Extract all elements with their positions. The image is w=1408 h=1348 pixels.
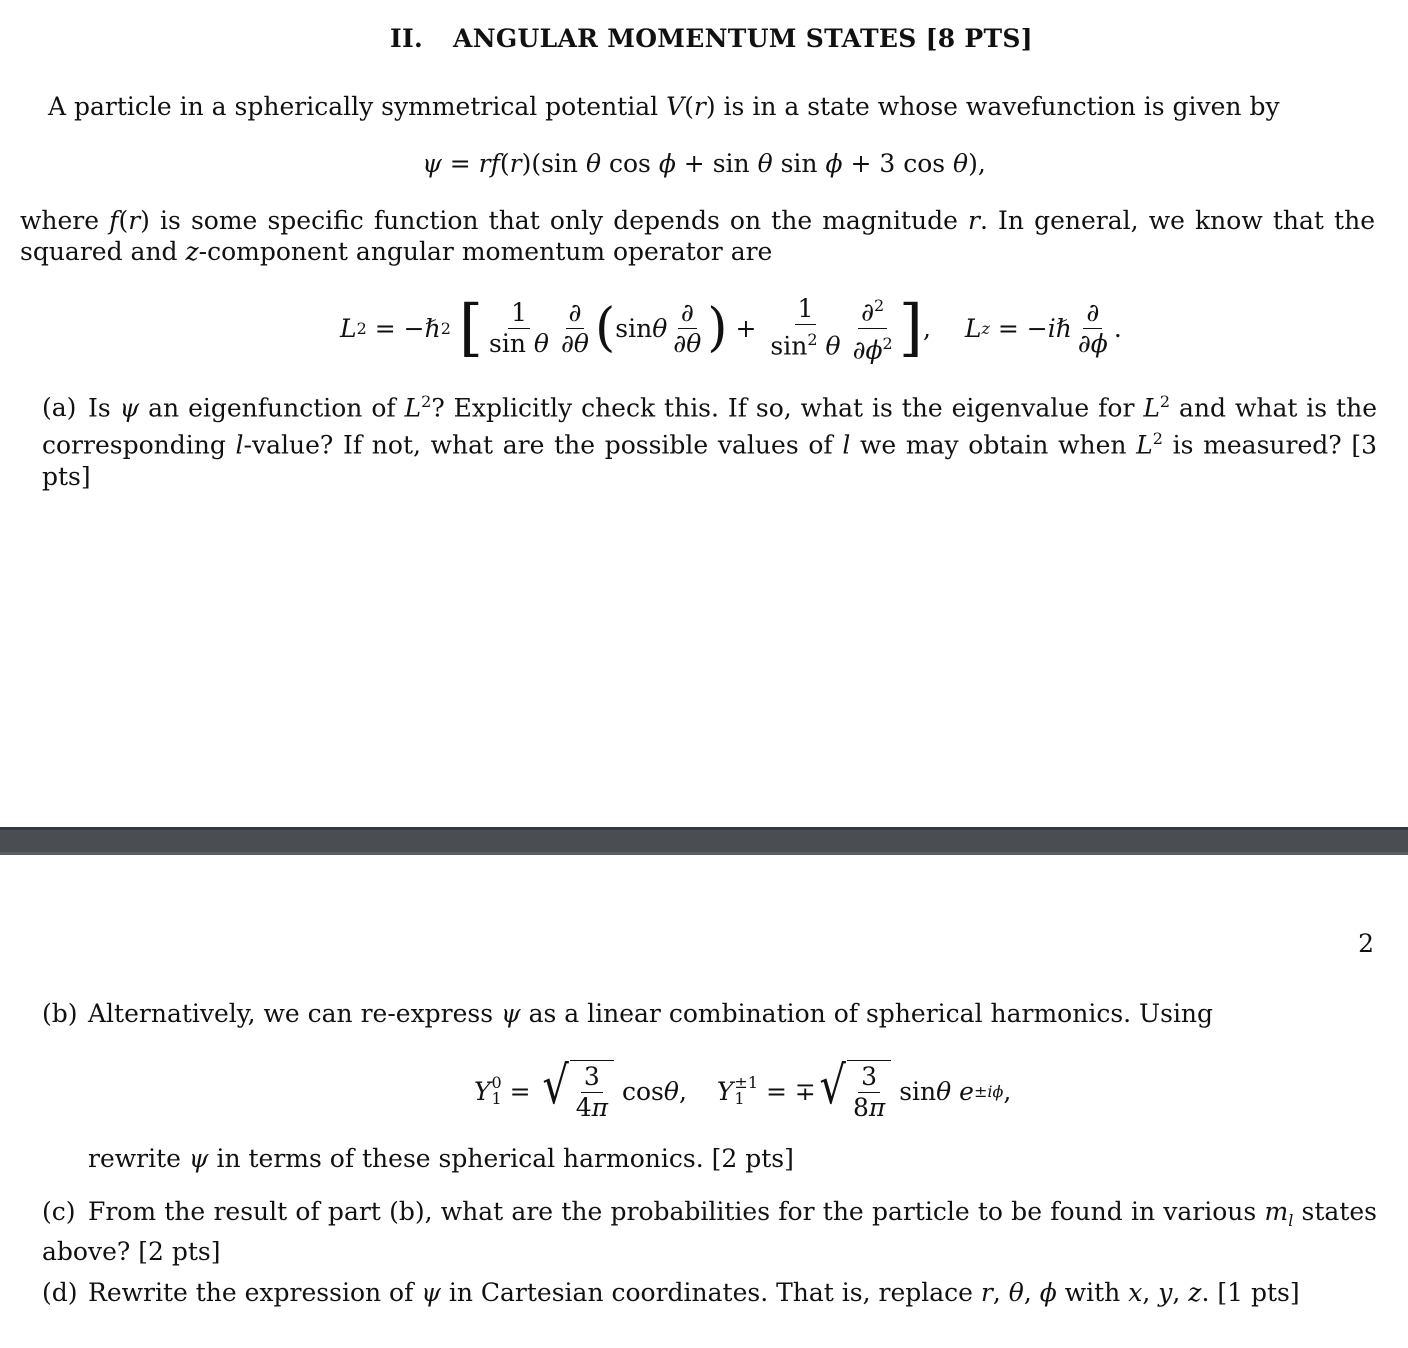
Y1pm1-harmonic: Y ±1 1 = ∓ √ $\frac{3}{8\pi}$ sin θ e ±iϕ , — [716, 1056, 1012, 1122]
L2-operator: L 2 = − ℏ 2 [ $\frac{1}{\text{sin θ}}$ $\frac{\partial}{\partial\theta}$ ( sin θ $\frac{\partial}{\partial\theta}$ ) + $\frac{1}{\sin^2 \theta}$ $\frac{\partial^2}{\partial\phi^2}$ ] , — [340, 291, 931, 364]
question-a: (a) Is ψ an eigenfunction of $L^2$? Explicitly check this. If so, what is the eigenvalue for $L^2$ and what is the corresponding l-value? If not, what are the possible values of l we may obtain when $L^2$ is measured? [3 pts] — [42, 392, 1377, 491]
operator-equation — [340, 288, 1122, 368]
question-d-label: (d) — [42, 1278, 78, 1307]
question-b-followup: rewrite ψ in terms of these spherical harmonics. [2 pts] — [88, 1144, 794, 1173]
question-b: (b) Alternatively, we can re-express ψ as a linear combination of spherical harmonics. Using — [42, 999, 1214, 1028]
question-d: (d) Rewrite the expression of ψ in Cartesian coordinates. That is, replace r, θ, ϕ with x, y, z. [1 pts] — [42, 1278, 1300, 1307]
question-c-label: (c) — [42, 1197, 76, 1226]
where-paragraph: where f(r) is some specific function that only depends on the magnitude r. In general, we know that the squared and z-component angular momentum operator are — [20, 206, 1376, 266]
Y10-harmonic: Y 0 1 = √ $\frac{3}{4\pi}$ cos θ , — [474, 1056, 687, 1122]
question-b-label: (b) — [42, 999, 78, 1028]
question-c: (c) From the result of part (b), what are the probabilities for the particle to be found in various $m_l$ states above? [2 pts] — [42, 1197, 1377, 1266]
intro-sentence: A particle in a spherically symmetrical potential V(r) is in a state whose wavefunction is given by — [48, 92, 1280, 121]
section-number: II. — [390, 24, 423, 53]
question-a-label: (a) — [42, 393, 77, 423]
section-title: ANGULAR MOMENTUM STATES [8 PTS] — [453, 24, 1033, 53]
section-heading — [390, 24, 1033, 53]
harmonics-equation — [474, 1056, 1011, 1126]
page-divider — [0, 827, 1408, 855]
Lz-operator: L z = − iℏ $\frac{\partial}{\partial\phi}$ . — [964, 297, 1122, 358]
wavefunction-equation: ψ = rf(r)(sin θ cos ϕ + sin θ sin ϕ + 3 cos θ), — [422, 149, 986, 178]
page-number: 2 — [1358, 929, 1374, 958]
